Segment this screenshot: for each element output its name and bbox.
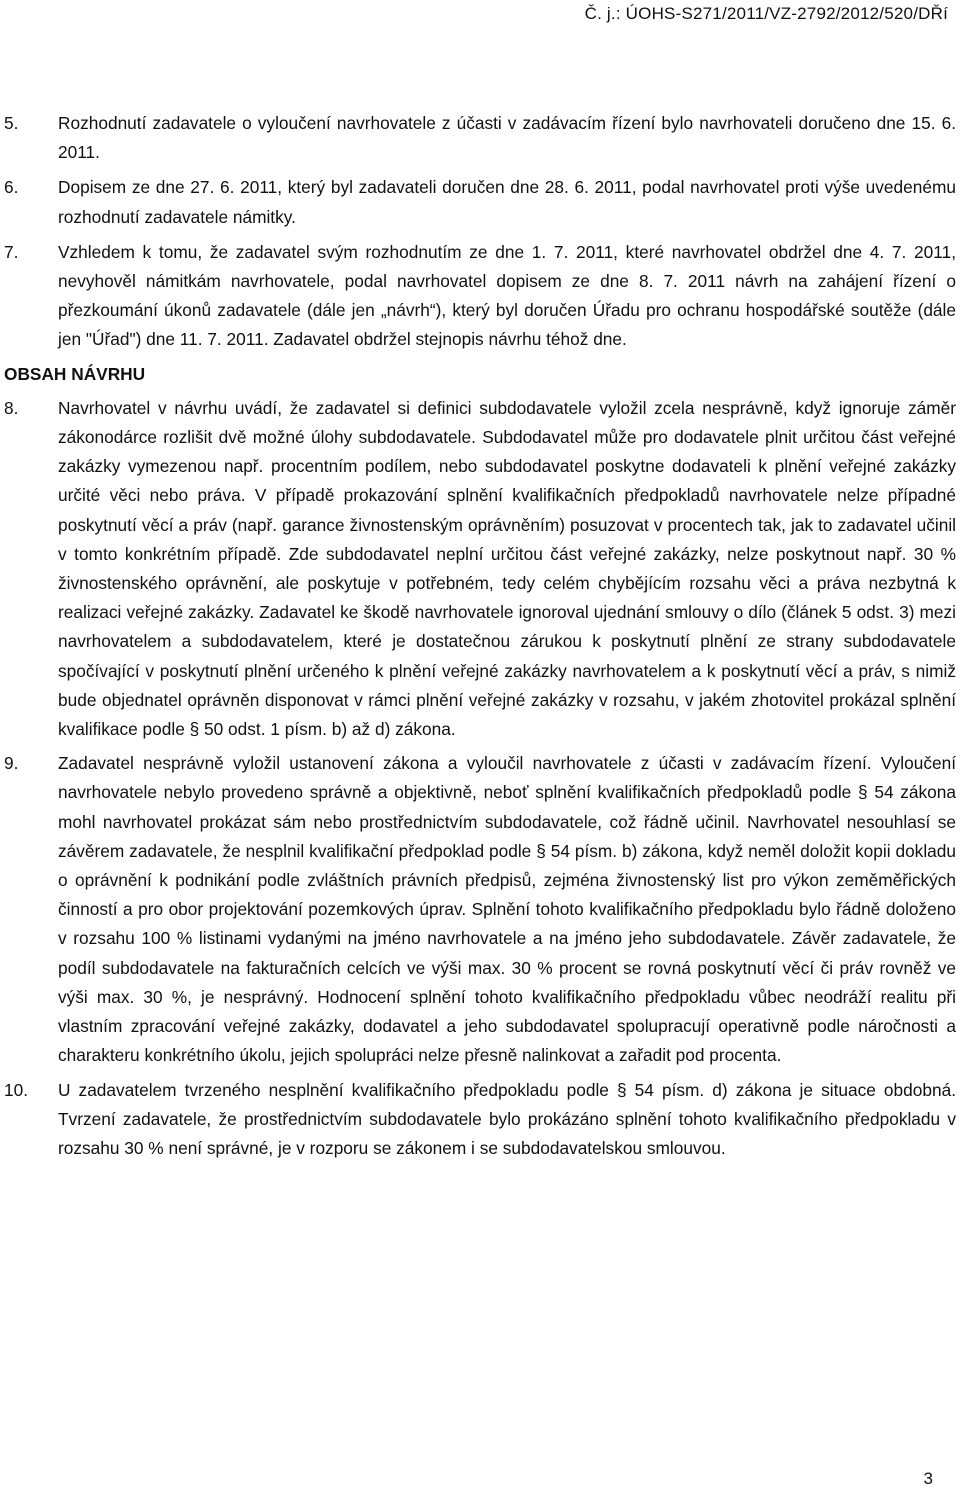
paragraph-number: 9. <box>4 753 19 774</box>
paragraph-number: 7. <box>4 241 19 262</box>
paragraph-8 <box>0 394 958 744</box>
paragraph-text: U zadavatelem tvrzeného nesplnění kvalifikačního předpokladu podle § 54 písm. d) zákona je situace obdobná. Tvrzení zadavatele, že prostřednictvím subdodavatele bylo prokázáno splnění tohoto kvalifikačního předpokladu v rozsahu 30 % není správné, je v rozporu se zákonem i se subdodavatelskou smlouvou. <box>58 1079 956 1158</box>
document-reference: Č. j.: ÚOHS-S271/2011/VZ-2792/2012/520/DŘí <box>584 4 948 23</box>
paragraph-7 <box>0 238 958 355</box>
paragraph-number: 5. <box>4 113 19 133</box>
paragraph-5 <box>0 109 958 167</box>
paragraph-number: 10. <box>4 1079 29 1100</box>
paragraph-9 <box>0 749 958 1070</box>
paragraph-text: Vzhledem k tomu, že zadavatel svým rozhodnutím ze dne 1. 7. 2011, které navrhovatel obdržel dne 4. 7. 2011, nevyhověl námitkám navrhovatele, podal navrhovatel dopisem ze dne 8. 7. 2011 návrh na zahájení řízení o přezkoumání úkonů zadavatele (dále jen „návrh“), který byl doručen Úřadu pro ochranu hospodářské soutěže (dále jen "Úřad") dne 11. 7. 2011. Zadavatel obdržel stejnopis návrhu téhož dne. <box>58 241 956 350</box>
document-body <box>0 109 958 1163</box>
paragraph-text: Rozhodnutí zadavatele o vyloučení navrhovatele z účasti v zadávacím řízení bylo navrhovateli doručeno dne 15. 6. 2011. <box>58 113 956 163</box>
paragraph-text: Navrhovatel v návrhu uvádí, že zadavatel si definici subdodavatele vyložil zcela nesprávně, když ignoruje záměr zákonodárce rozlišit dvě možné úlohy subdodavatele. Subdodavatel může pro dodavatele plnit určitou část veřejné zakázky vymezenou např. procentním podílem, nebo subdodavatel poskytne dodavateli k plnění veřejné zakázky určité věci nebo práva. V případě prokazování splnění kvalifikačních předpokladů navrhovatele nelze případné poskytnutí věcí a práv (např. garance živnostenským oprávněním) posuzovat v procentech tak, jak to zadavatel učinil v tomto konkrétním případě. Zde subdodavatel neplní určitou část veřejné zakázky, nelze poskytnout např. 30 % živnostenského oprávnění, ale poskytuje v potřebném, tedy celém chybějícím rozsahu věci a práva nezbytná k realizaci veřejné zakázky. Zadavatel ke škodě navrhovatele ignoroval ujednání smlouvy o dílo (článek 5 odst. 3) mezi navrhovatelem a subdodavatelem, které je dostatečnou zárukou k poskytnutí plnění ze strany subdodavatele spočívající v poskytnutí plnění určeného k plnění veřejné zakázky navrhovatelem a k poskytnutí věcí a práv, s nimiž bude objednatel oprávněn disponovat v rámci plnění veřejné zakázky v rozsahu, v jakém zhotovitel prokázal splnění kvalifikace podle § 50 odst. 1 písm. b) až d) zákona. <box>58 397 956 740</box>
section-heading: OBSAH NÁVRHU <box>4 363 146 384</box>
paragraph-number: 8. <box>4 397 19 418</box>
paragraph-6 <box>0 173 958 231</box>
paragraph-text: Zadavatel nesprávně vyložil ustanovení zákona a vyloučil navrhovatele z účasti v zadávacím řízení. Vyloučení navrhovatele nebylo provedeno správně a objektivně, neboť splnění kvalifikačních předpokladů podle § 54 zákona mohl navrhovatel prokázat sám nebo prostřednictvím subdodavatele, což řádně učinil. Navrhovatel nesouhlasí se závěrem zadavatele, že nesplnil kvalifikační předpoklad podle § 54 písm. b) zákona, když neměl doložit kopii dokladu o oprávnění k podnikání podle zvláštních právních předpisů, zejména živnostenský list pro výkon zeměměřických činností a pro obor projektování pozemkových úprav. Splnění tohoto kvalifikačního předpokladu bylo řádně doloženo v rozsahu 100 % listinami vydanými na jméno navrhovatele a na jméno jeho subdodavatele. Závěr zadavatele, že podíl subdodavatele na fakturačních celcích ve výši max. 30 % procent se rovná poskytnutí věcí či práv rovněž ve výši max. 30 %, je nesprávný. Hodnocení splnění tohoto kvalifikačního předpokladu vůbec neodráží realitu při vlastním zpracování veřejné zakázky, dodavatel a jeho subdodavatel spolupracují operativně podle náročnosti a charakteru konkrétního úkolu, jejich spolupráci nelze přesně nalinkovat a zařadit pod procenta. <box>58 753 956 1066</box>
paragraph-10 <box>0 1076 958 1164</box>
paragraph-number: 6. <box>4 177 19 198</box>
page-number: 3 <box>923 1469 933 1488</box>
paragraph-text: Dopisem ze dne 27. 6. 2011, který byl zadavateli doručen dne 28. 6. 2011, podal navrhovatel proti výše uvedenému rozhodnutí zadavatele námitky. <box>58 177 956 227</box>
